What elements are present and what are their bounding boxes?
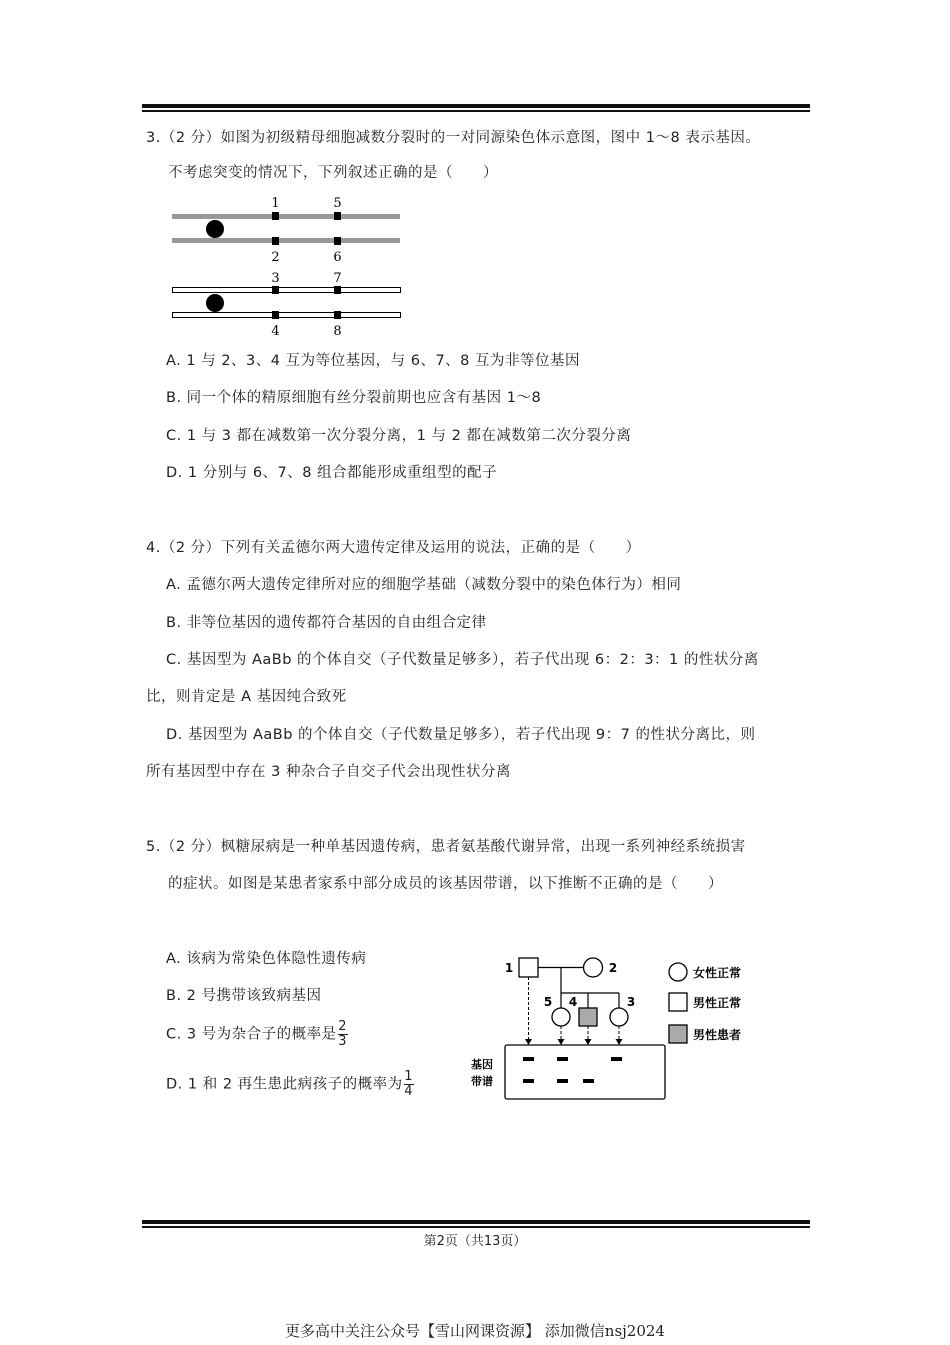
- gene-label-5: 5: [333, 196, 342, 211]
- centromere-upper: [206, 220, 224, 238]
- gene-mark-3: [272, 286, 279, 294]
- legend-male-normal: 男性正常: [693, 996, 742, 1010]
- pedigree-num-2: 2: [608, 961, 618, 975]
- legend-female-normal: 女性正常: [693, 966, 742, 980]
- legend-male-patient: 男性患者: [693, 1028, 742, 1042]
- pedigree-num-5: 5: [543, 995, 553, 1009]
- band-1-upper: [523, 1057, 534, 1061]
- female-normal-5: [552, 1008, 570, 1026]
- legend-male-patient-icon: [669, 1025, 687, 1043]
- q5-option-b: B. 2 号携带该致病基因: [166, 988, 322, 1004]
- page-number: 第2页（共13页）: [423, 1234, 527, 1249]
- q3-option-b: B. 同一个体的精原细胞有丝分裂前期也应含有基因 1～8: [166, 390, 542, 406]
- q3-option-c: C. 1 与 3 都在减数第一次分裂分离，1 与 2 都在减数第二次分裂分离: [166, 428, 632, 444]
- gene-mark-2: [272, 237, 279, 245]
- q4-option-d-line2: 所有基因型中存在 3 种杂合子自交子代会出现性状分离: [146, 764, 511, 780]
- female-normal-3: [610, 1008, 628, 1026]
- q4-stem: 4.（2 分）下列有关孟德尔两大遗传定律及运用的说法，正确的是（ ）: [146, 540, 641, 556]
- band-label-2: 带谱: [471, 1075, 493, 1088]
- q5-stem-line1: 5.（2 分）枫糖尿病是一种单基因遗传病，患者氨基酸代谢异常，出现一系列神经系统损害: [146, 839, 746, 855]
- q5-stem-line2: 的症状。如图是某患者家系中部分成员的该基因带谱，以下推断不正确的是（ ）: [168, 876, 723, 892]
- fraction-numerator: 2: [338, 1019, 348, 1034]
- q5-option-a: A. 该病为常染色体隐性遗传病: [166, 951, 367, 967]
- header-rule-thick: [142, 104, 810, 108]
- q5-option-c-text: C. 3 号为杂合子的概率是: [166, 1026, 337, 1043]
- fraction-denominator: 3: [338, 1034, 348, 1049]
- q3-stem-line2: 不考虑突变的情况下，下列叙述正确的是（ ）: [168, 165, 498, 181]
- pedigree-num-4: 4: [568, 995, 578, 1009]
- q4-option-a: A. 孟德尔两大遗传定律所对应的细胞学基础（减数分裂中的染色体行为）相同: [166, 577, 682, 593]
- band-4-lower: [583, 1079, 594, 1083]
- gene-label-3: 3: [271, 271, 280, 286]
- chromosome-figure: [168, 190, 408, 340]
- band-1-lower: [523, 1079, 534, 1083]
- band-label-1: 基因: [471, 1058, 493, 1071]
- gene-label-1: 1: [271, 196, 280, 211]
- gene-mark-7: [334, 286, 341, 294]
- fraction-numerator: 1: [404, 1069, 414, 1084]
- footer-rule-thick: [142, 1220, 810, 1224]
- gene-label-6: 6: [333, 250, 342, 265]
- gene-mark-5: [334, 212, 341, 220]
- legend-female-normal-icon: [669, 963, 687, 981]
- chromatid-4: [173, 313, 401, 318]
- gene-mark-1: [272, 212, 279, 220]
- q4-option-c-line2: 比，则肯定是 A 基因纯合致死: [146, 689, 347, 705]
- header-rule-thin: [142, 110, 810, 112]
- gene-label-2: 2: [271, 250, 280, 265]
- chromatid-2: [172, 238, 400, 243]
- q5-option-c-fraction: [338, 1020, 348, 1049]
- gene-mark-4: [272, 311, 279, 319]
- pedigree-num-3: 3: [626, 995, 636, 1009]
- chromatid-3: [173, 288, 401, 293]
- gene-mark-6: [334, 237, 341, 245]
- footer-rule-thin: [142, 1226, 810, 1228]
- band-5-lower: [557, 1079, 568, 1083]
- band-3-upper: [611, 1057, 622, 1061]
- male-patient-4: [579, 1008, 597, 1026]
- q4-option-d-line1: D. 基因型为 AaBb 的个体自交（子代数量足够多），若子代出现 9：7 的性状分离比，则: [166, 727, 756, 743]
- band-box: [505, 1045, 665, 1099]
- q4-option-c-line1: C. 基因型为 AaBb 的个体自交（子代数量足够多），若子代出现 6：2：3：1 的性状分离: [166, 652, 759, 668]
- q3-stem-line1: 3.（2 分）如图为初级精母细胞减数分裂时的一对同源染色体示意图，图中 1～8 表示基因。: [146, 130, 761, 146]
- legend-male-normal-icon: [669, 993, 687, 1011]
- q5-option-d: [166, 1070, 414, 1099]
- q4-option-b: B. 非等位基因的遗传都符合基因的自由组合定律: [166, 615, 487, 631]
- gene-label-8: 8: [333, 324, 342, 339]
- band-5-upper: [557, 1057, 568, 1061]
- q5-option-d-text: D. 1 和 2 再生患此病孩子的概率为: [166, 1076, 403, 1093]
- promo-note: 更多高中关注公众号【雪山网课资源】 添加微信nsj2024: [285, 1322, 665, 1340]
- male-normal-1: [519, 958, 538, 977]
- q3-option-a: A. 1 与 2、3、4 互为等位基因，与 6、7、8 互为非等位基因: [166, 353, 581, 369]
- gene-mark-8: [334, 311, 341, 319]
- chromatid-1: [172, 214, 400, 219]
- q5-option-c: [166, 1020, 348, 1049]
- pedigree-num-1: 1: [504, 961, 514, 975]
- centromere-lower: [206, 294, 224, 312]
- fraction-denominator: 4: [404, 1084, 414, 1099]
- q5-option-d-fraction: [404, 1070, 414, 1099]
- gene-label-7: 7: [333, 271, 342, 286]
- q3-option-d: D. 1 分别与 6、7、8 组合都能形成重组型的配子: [166, 465, 498, 481]
- pedigree-figure: [462, 948, 762, 1106]
- female-normal-2: [584, 958, 603, 977]
- gene-label-4: 4: [271, 324, 280, 339]
